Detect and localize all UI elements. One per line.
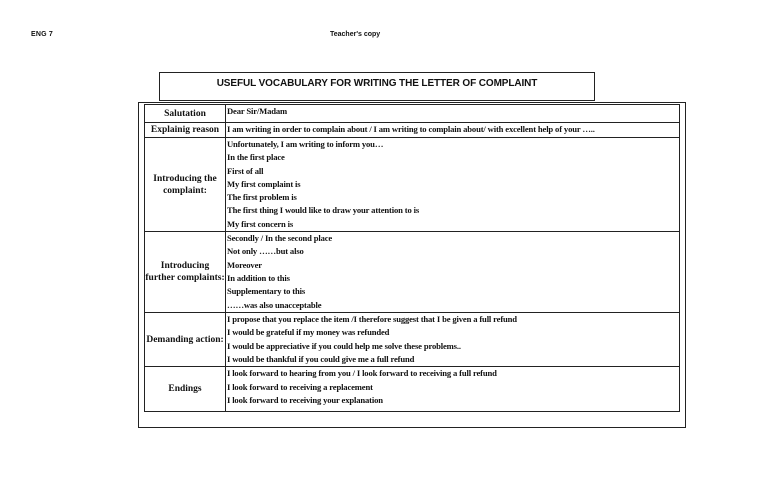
phrase: The first problem is: [227, 192, 297, 203]
phrase: Secondly / In the second place: [227, 233, 333, 244]
category-endings: Endings: [145, 367, 226, 412]
category-further-complaints: Introducing further complaints:: [145, 232, 226, 313]
phrase: In addition to this: [227, 272, 290, 283]
phrase: I would be thankful if you could give me a full refund: [227, 353, 415, 364]
category-salutation: Salutation: [145, 105, 226, 123]
table-row: [145, 123, 680, 138]
phrase: I look forward to receiving your explanation: [227, 394, 383, 405]
phrases-introducing-complaint: [226, 138, 680, 232]
phrase: In the first place: [227, 152, 285, 163]
phrase: I propose that you replace the item /I therefore suggest that I be given a full refund: [227, 314, 517, 325]
phrases-salutation: [226, 105, 680, 123]
title-box: [159, 72, 595, 101]
phrase: I would be appreciative if you could help me solve these problems..: [227, 340, 461, 351]
table-row: [145, 313, 680, 367]
phrase: First of all: [227, 165, 264, 176]
phrases-endings: [226, 367, 680, 412]
phrase: I look forward to hearing from you / I look forward to receiving a full refund: [227, 368, 497, 379]
table-row: [145, 367, 680, 412]
phrase: My first concern is: [227, 218, 294, 229]
phrase: Supplementary to this: [227, 286, 306, 297]
phrase: I look forward to receiving a replacement: [227, 381, 373, 392]
phrase: Moreover: [227, 259, 262, 270]
phrase: Not only ……but also: [227, 246, 304, 257]
phrases-demanding-action: [226, 313, 680, 367]
phrases-further-complaints: [226, 232, 680, 313]
phrase: I am writing in order to complain about / I am writing to complain about/ with excellent help of your …..: [227, 124, 595, 134]
phrase: Unfortunately, I am writing to inform you…: [227, 139, 384, 149]
category-reason: Explainig reason: [145, 123, 226, 138]
category-introducing-complaint: Introducing the complaint:: [145, 138, 226, 232]
phrases-reason: [226, 123, 680, 138]
phrase: ……was also unacceptable: [227, 299, 322, 310]
phrase: I would be grateful if my money was refunded: [227, 327, 390, 338]
vocabulary-table: [144, 104, 680, 412]
table-row: [145, 138, 680, 232]
phrase: My first complaint is: [227, 178, 301, 189]
table-row: [145, 232, 680, 313]
phrase: The first thing I would like to draw your attention to is: [227, 205, 420, 216]
category-demanding-action: Demanding action:: [145, 313, 226, 367]
table-row: [145, 105, 680, 123]
phrase: Dear Sir/Madam: [227, 106, 288, 116]
copy-label: Teacher's copy: [330, 31, 381, 38]
course-code: ENG 7: [31, 31, 54, 38]
page-title: USEFUL VOCABULARY FOR WRITING THE LETTER OF COMPLAINT: [216, 78, 538, 89]
